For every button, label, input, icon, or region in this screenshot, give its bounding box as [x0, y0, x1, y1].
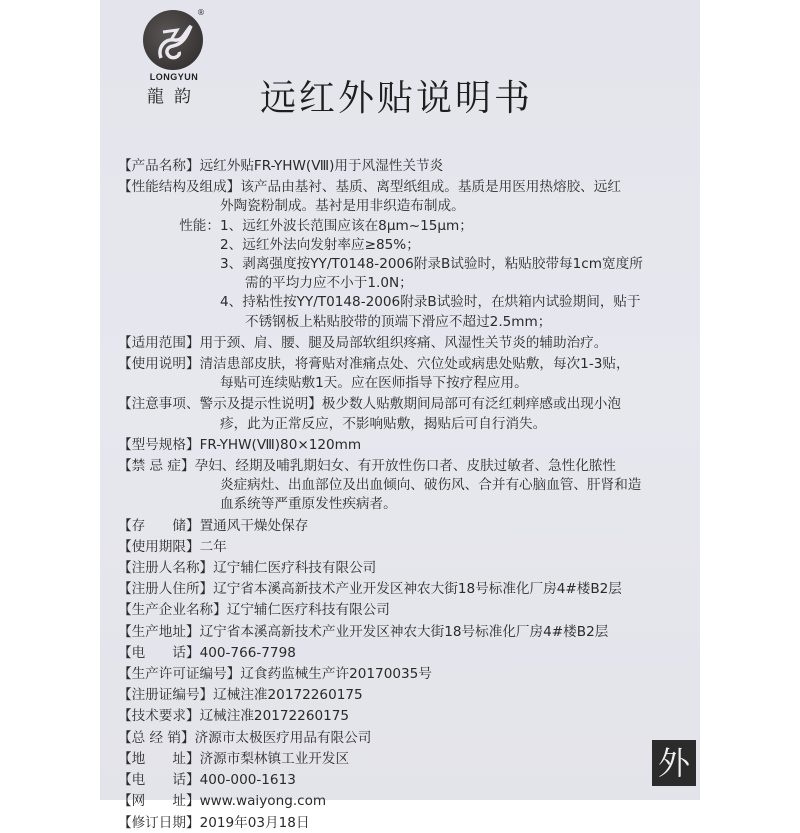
section-text-line: 每贴可连续贴敷1天。应在医师指导下按疗程应用。	[220, 375, 528, 392]
section-label: 【电 话】	[118, 644, 200, 661]
section-first-line	[118, 178, 621, 197]
section-label: 【生产地址】	[118, 623, 200, 640]
section-first-line	[118, 665, 618, 684]
section-text: 辽食药监械生产许20170035号	[240, 666, 432, 683]
section-text: 用于颈、肩、腰、腿及局部软组织疼痛、风湿性关节炎的辅助治疗。	[199, 334, 608, 351]
brand-name-en: LONGYUN	[149, 72, 199, 82]
section-label: 【禁 忌 症】	[118, 458, 195, 475]
section	[118, 395, 621, 433]
section	[118, 457, 642, 515]
section-label: 【总 经 销】	[118, 729, 195, 746]
section-first-line	[118, 814, 618, 833]
section-first-line	[118, 707, 618, 726]
section-text: 辽械注准20172260175	[199, 708, 350, 725]
section	[118, 707, 618, 726]
performance-item: 3、剥离强度按YY/T0148-2006附录B试验时，粘贴胶带每1cm宽度所	[220, 256, 643, 273]
section-label: 【适用范围】	[118, 334, 200, 351]
section-first-line	[118, 623, 618, 642]
section-text-line: 疹，此为正常反应，不影响贴敷，揭贴后可自行消失。	[220, 415, 547, 432]
section	[118, 686, 618, 705]
section-text: 辽械注准20172260175	[213, 687, 363, 704]
section-first-line	[118, 686, 618, 705]
section-label: 【技术要求】	[118, 708, 200, 725]
section-first-line	[118, 601, 618, 620]
section-text: 400-766-7798	[199, 644, 296, 661]
brand-name-cn: 龍韵	[147, 87, 201, 107]
section-first-line	[118, 436, 618, 455]
section-text: 400-000-1613	[199, 772, 296, 789]
performance-section	[118, 217, 643, 332]
section-first-line	[118, 792, 618, 811]
section	[118, 559, 618, 578]
section-text: 清洁患部皮肤，将膏贴对准痛点处、穴位处或病患处贴敷，每次1-3贴，	[199, 356, 630, 373]
section-label: 【产品名称】	[118, 158, 200, 174]
performance-item-cont: 不锈钢板上粘贴胶带的顶端下滑应不超过2.5mm；	[245, 313, 552, 330]
section	[118, 792, 618, 811]
section-label: 【网 址】	[118, 793, 200, 810]
section-text-line: 炎症病灶、出血部位及出血倾向、破伤风、合并有心脑血管、肝肾和造	[220, 477, 642, 494]
section	[118, 157, 618, 176]
section-label: 【修订日期】	[118, 814, 200, 831]
section-text: 辽宁辅仁医疗科技有限公司	[226, 602, 390, 619]
performance-item	[118, 217, 618, 236]
section-text-line: 血系统等严重原发性疾病者。	[220, 496, 397, 513]
section-first-line	[118, 644, 618, 663]
section-label: 【性能结构及组成】	[118, 179, 241, 196]
section-text: 远红外贴FR-YHW(Ⅷ)用于风湿性关节炎	[199, 158, 444, 174]
section-first-line	[118, 559, 618, 578]
section-text: 济源市梨林镇工业开发区	[199, 750, 350, 767]
section-first-line	[118, 771, 618, 790]
section-first-line	[118, 355, 630, 374]
section	[118, 580, 622, 599]
section	[118, 178, 621, 216]
section-first-line	[118, 395, 621, 414]
section-label: 【存 储】	[118, 517, 200, 534]
section	[118, 729, 618, 748]
section-label: 【注册人住所】	[118, 581, 214, 598]
performance-item-cont: 需的平均力应不小于1.0N；	[245, 275, 413, 292]
section-text: 辽宁省本溪高新技术产业开发区神农大街18号标准化厂房4#楼B2层	[199, 623, 609, 640]
longyun-logo-icon	[143, 10, 203, 70]
section	[118, 771, 618, 790]
section	[118, 814, 618, 833]
section-text: 2019年03月18日	[199, 814, 310, 831]
section-label: 【地 址】	[118, 750, 200, 767]
section-text-line: 外陶瓷粉制成。基衬是用非织造布制成。	[220, 198, 465, 215]
section-label: 【生产许可证编号】	[118, 666, 241, 683]
section-label: 【使用说明】	[118, 356, 200, 373]
section-text: 辽宁辅仁医疗科技有限公司	[213, 560, 377, 577]
section	[118, 436, 618, 455]
section-first-line	[118, 517, 618, 536]
section-label: 【注册证编号】	[118, 687, 214, 704]
section-text: 二年	[199, 538, 227, 555]
section-text: 该产品由基衬、基质、离型纸组成。基质是用医用热熔胶、远红	[240, 179, 621, 196]
performance-item: 4、持粘性按YY/T0148-2006附录B试验时，在烘箱内试验期间，贴于	[220, 294, 641, 311]
section-label: 【型号规格】	[118, 436, 200, 453]
section	[118, 538, 618, 557]
section-first-line	[118, 157, 618, 176]
document-body	[118, 155, 643, 833]
section-first-line	[118, 538, 618, 557]
section-text: 置通风干燥处保存	[199, 517, 309, 534]
section-first-line	[118, 334, 618, 353]
section	[118, 623, 618, 642]
performance-label: 性能：	[179, 217, 220, 234]
section-text: FR-YHW(Ⅷ)80×120mm	[199, 436, 362, 453]
section-text: 辽宁省本溪高新技术产业开发区神农大街18号标准化厂房4#楼B2层	[213, 581, 622, 598]
section-first-line	[118, 457, 618, 476]
section-label: 【注意事项、警示及提示性说明】	[118, 396, 322, 413]
section	[118, 517, 618, 536]
performance-item: 2、远红外法向发射率应≥85%；	[220, 236, 420, 253]
performance-item-text: 1、远红外波长范围应该在8μm~15μm；	[220, 217, 473, 234]
section	[118, 355, 630, 393]
section-text: 极少数人贴敷期间局部可有泛红刺痒感或出现小泡	[321, 396, 621, 413]
section-first-line	[118, 580, 622, 599]
registered-mark: ®	[197, 8, 205, 17]
external-use-badge: 外	[652, 740, 696, 786]
section-label: 【电 话】	[118, 772, 200, 789]
section-text: 济源市太极医疗用品有限公司	[194, 729, 372, 746]
section-first-line	[118, 729, 618, 748]
document-title: 远红外贴说明书	[260, 78, 534, 119]
section-first-line	[118, 750, 618, 769]
section-label: 【使用期限】	[118, 538, 200, 555]
section-label: 【注册人名称】	[118, 560, 214, 577]
section	[118, 665, 618, 684]
section	[118, 334, 618, 353]
section	[118, 644, 618, 663]
section-label: 【生产企业名称】	[118, 602, 227, 619]
section	[118, 750, 618, 769]
section-text: 孕妇、经期及哺乳期妇女、有开放性伤口者、皮肤过敏者、急性化脓性	[194, 458, 617, 475]
section-text: www.waiyong.com	[199, 793, 327, 810]
section	[118, 601, 618, 620]
